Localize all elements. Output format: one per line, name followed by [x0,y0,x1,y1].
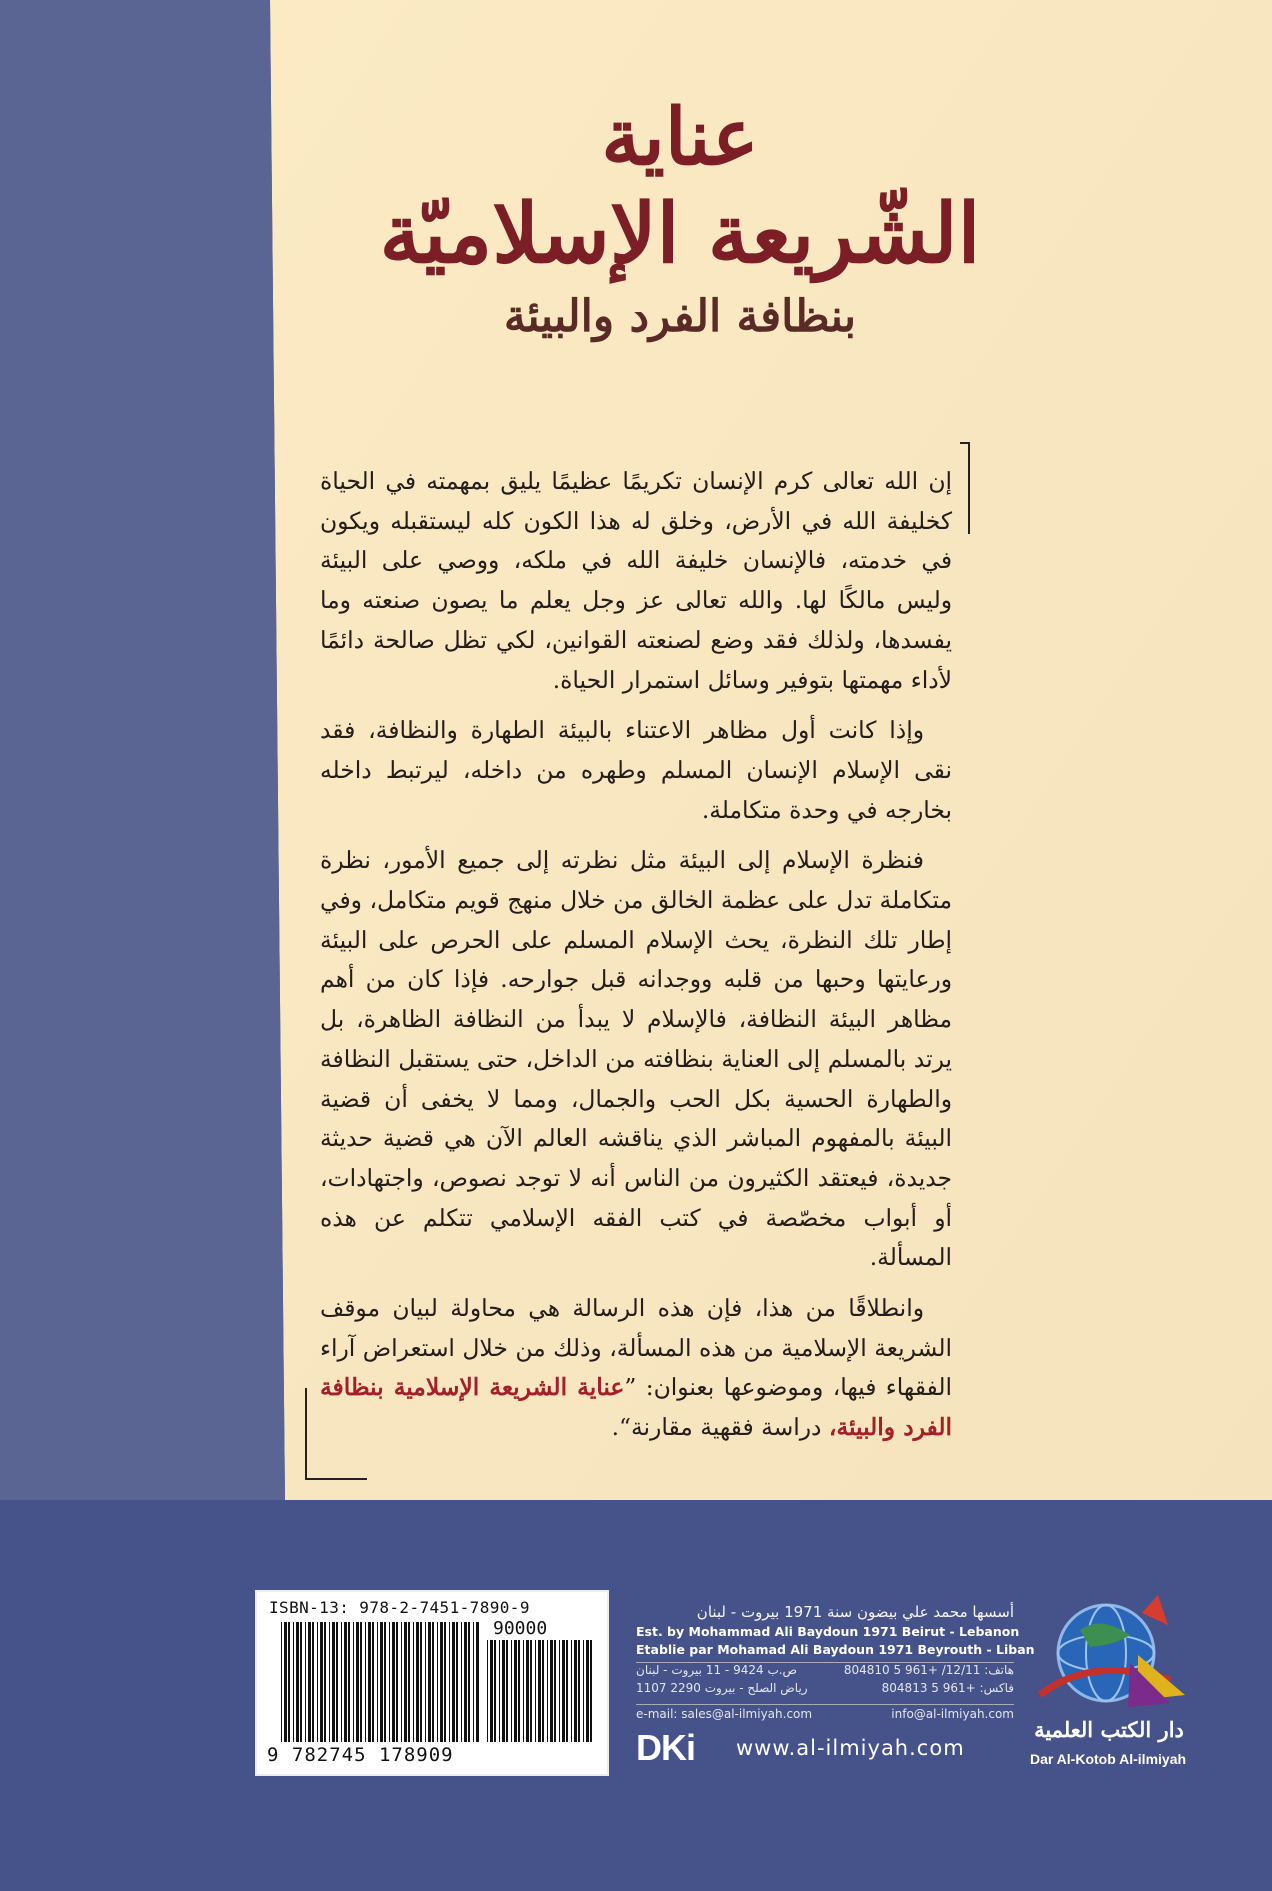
barcode-bar [523,1640,524,1742]
barcode-bar [590,1640,592,1742]
barcode-bar [329,1622,330,1742]
publisher-logo [1020,1585,1192,1785]
logo-arabic: دار الكتب العلمية [1034,1717,1184,1742]
email-row [636,1707,1014,1725]
barcode-bar [320,1622,323,1742]
title-line-2: الشّريعة الإسلاميّة [379,185,981,282]
barcode-bar [336,1622,338,1742]
barcode-bar [425,1622,426,1742]
paragraph-4-end: دراسة فقهية مقارنة“. [611,1413,829,1442]
barcode-bar [296,1622,299,1742]
barcode-bar [518,1640,520,1742]
barcode-bar [464,1622,467,1742]
divider-2 [636,1704,1014,1705]
barcode-bar [490,1640,493,1742]
barcode-bar [377,1622,378,1742]
barcode-bar [526,1640,529,1742]
barcode-bar [511,1640,512,1742]
barcode-bar [372,1622,374,1742]
barcode-bar [559,1640,560,1742]
est-fr: Etablie par Mohamad Ali Baydoun 1971 Beyrouth - Liban [636,1642,1035,1657]
barcode-bar [583,1640,584,1742]
barcode-bar [389,1622,390,1742]
email-info[interactable]: info@al-ilmiyah.com [891,1707,1014,1721]
dki-row [636,1727,1014,1767]
address: رياض الصلح - بيروت 2290 1107 [636,1681,808,1695]
barcode-bar [487,1640,488,1742]
barcode-bar [535,1640,536,1742]
barcode-bar [293,1622,294,1742]
isbn-label: ISBN-13: 978-2-7451-7890-9 [269,1598,530,1617]
barcode-bar [360,1622,362,1742]
barcode-bar [571,1640,572,1742]
barcode-bar [420,1622,422,1742]
barcode-bar [452,1622,455,1742]
subtitle: بنظافة الفرد والبيئة [503,291,857,343]
publisher-info [636,1603,1035,1778]
barcode-bar [428,1622,431,1742]
isbn-barcode [255,1590,609,1776]
barcode-bar [562,1640,565,1742]
title-line-1: عناية [601,92,759,183]
barcode-addon [485,1640,595,1742]
barcode-bar [305,1622,306,1742]
logo-english: Dar Al-Kotob Al-ilmiyah [1029,1751,1187,1767]
barcode-bar [284,1622,287,1742]
barcode-bar [538,1640,541,1742]
barcode-bar [380,1622,383,1742]
est-en: Est. by Mohammad Ali Baydoun 1971 Beirut - Lebanon [636,1624,1020,1639]
barcode-bar [353,1622,354,1742]
dki-logo: DKi [636,1727,695,1768]
barcode-bar [456,1622,458,1742]
barcode-bar [542,1640,544,1742]
founded-ar: أسسها محمد علي بيضون سنة 1971 بيروت - لبنان [696,1603,1014,1621]
price-code: 90000 [493,1618,548,1639]
barcode-bar [356,1622,359,1742]
barcode-bar [317,1622,318,1742]
barcode-bar [461,1622,462,1742]
barcode-bar [281,1622,282,1742]
fax: فاكس: +961 5 804813 [881,1681,1014,1695]
barcode-bar [578,1640,580,1742]
barcode-bar [530,1640,532,1742]
barcode-bar [499,1640,500,1742]
paragraph-2: وإذا كانت أول مظاهر الاعتناء بالبيئة الطهارة والنظافة، فقد نقى الإسلام الإنسان المسلم وطهره من داخله، ليرتبط داخله بخارجه في وحدة متكاملة. [320,716,952,824]
barcode-bar [506,1640,508,1742]
barcode-bar [348,1622,350,1742]
barcode-bar [408,1622,410,1742]
barcode-bar [566,1640,568,1742]
barcode-bar [494,1640,496,1742]
barcode-bar [365,1622,366,1742]
barcode-bar [300,1622,302,1742]
globe-logo-icon [1020,1585,1192,1720]
barcode-bar [416,1622,419,1742]
barcode-bar [554,1640,556,1742]
paragraph-3: فنظرة الإسلام إلى البيئة مثل نظرته إلى جميع الأمور، نظرة متكاملة تدل على عظمة الخالق من خلال منهج قويم متكامل، وفي إطار تلك النظرة، يحث الإسلام المسلم على الحرص على البيئة ورعايتها وحبها من قلبه ووجدانه قبل جوارحه. فإذا كان من أهم مظاهر البيئة النظافة، فالإسلام لا يبدأ من النظافة الظاهرة، بل يرتد بالمسلم إلى العناية بنظافته من الداخل، حتى يستقبل النظافة والطهارة الحسية بكل الحب والجمال، ومما لا يخفى أن قضية البيئة بالمفهوم المباشر الذي يناقشه العالم الآن هي قضية حديثة جديدة، فيعتقد الكثيرون من الناس أنه لا توجد نصوص، واجتهادات، أو أبواب مخصّصة في كتب الفقه الإسلامي تتكلم عن هذه المسألة. [320,846,952,1272]
barcode-bar [332,1622,335,1742]
barcode-bar [449,1622,450,1742]
website-link[interactable]: www.al-ilmiyah.com [736,1736,965,1760]
paragraph-4-title: عناية الشريعة الإسلامية بنظافة الفرد والبيئة، [320,1373,952,1442]
barcode-bar [324,1622,326,1742]
barcode-bar [574,1640,577,1742]
barcode-bar [476,1622,479,1742]
paragraph-4-start: وانطلاقًا من هذا، فإن هذه الرسالة هي محاولة لبيان موقف الشريعة الإسلامية من هذه المسألة، وذلك من خلال استعراض آراء الفقهاء فيها، وموضوعها بعنوان: ” [320,1294,952,1402]
barcode-bar [502,1640,505,1742]
barcode-main [279,1622,479,1742]
pobox: ص.ب 9424 - 11 بيروت - لبنان [636,1663,798,1677]
barcode-bar [432,1622,434,1742]
title-block [300,92,1060,343]
frame-corner-top [960,442,970,534]
barcode-bar [413,1622,414,1742]
barcode-bar [550,1640,553,1742]
barcode-bar [344,1622,347,1742]
barcode-bar [404,1622,407,1742]
barcode-bar [368,1622,371,1742]
barcode-digits: 9 782745 178909 [267,1744,454,1766]
barcode-bar [341,1622,342,1742]
barcode-bar [514,1640,517,1742]
barcode-bar [586,1640,589,1742]
contact-row-1 [636,1663,1014,1681]
barcode-bar [384,1622,386,1742]
barcode-bar [437,1622,438,1742]
barcode-bar [473,1622,474,1742]
paragraph-1: إن الله تعالى كرم الإنسان تكريمًا عظيمًا يليق بمهمته في الحياة كخليفة الله في الأرض، وخلق له هذا الكون كله ليستقبله ويكون في خدمته، فالإنسان خليفة الله في ملكه، ووصي على البيئة وليس مالكًا لها. والله تعالى عز وجل يعلم ما يصون صنعته وما يفسدها، ولذلك فقد وضع لصنعته القوانين، لكي تظل صالحة دائمًا لأداء مهمتها بتوفير وسائل استمرار الحياة. [320,467,952,694]
barcode-bar [444,1622,446,1742]
paragraph-4 [320,1289,952,1448]
barcode-bar [312,1622,314,1742]
barcode-bar [440,1622,443,1742]
barcode-bar [288,1622,290,1742]
barcode-bar [392,1622,395,1742]
phone: هاتف: 12/11/ +961 5 804810 [843,1663,1014,1677]
barcode-bar [547,1640,548,1742]
blurb-text [320,462,952,1459]
email-sales[interactable]: e-mail: sales@al-ilmiyah.com [636,1707,813,1721]
barcode-bar [396,1622,398,1742]
contact-row-2 [636,1681,1014,1699]
barcode-bar [308,1622,311,1742]
barcode-bar [401,1622,402,1742]
barcode-bar [468,1622,470,1742]
